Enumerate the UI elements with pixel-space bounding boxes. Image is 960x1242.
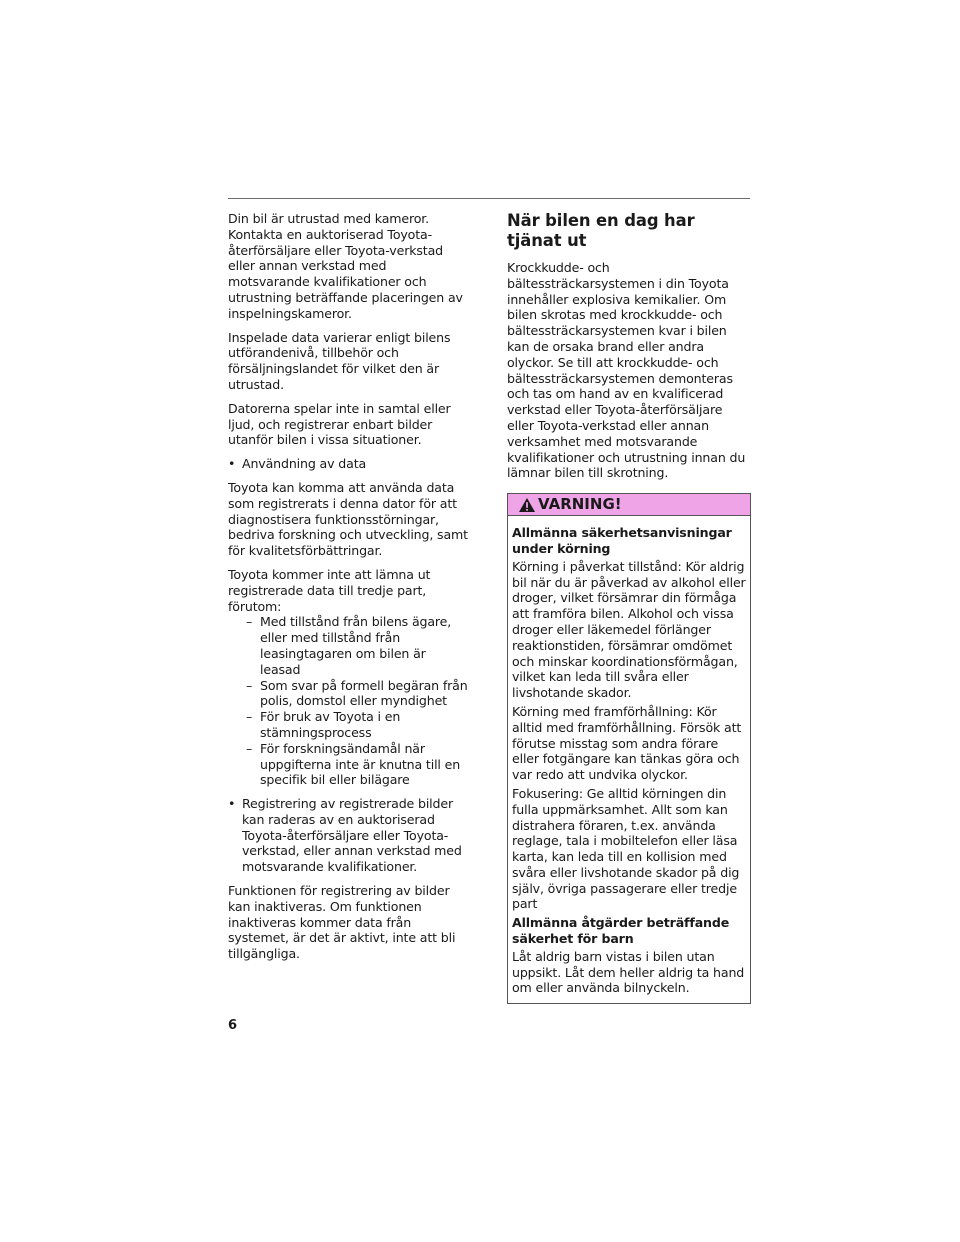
list-item-text: För forskningsändamål när uppgifterna inte är knutna till en specifik bil eller bilägare — [260, 740, 461, 788]
warning-title: VARNING! — [538, 494, 622, 513]
bullet-data-usage — [228, 456, 468, 472]
section-heading: När bilen en dag har tjänat ut — [507, 211, 695, 250]
paragraph-scrapping: Krockkudde- och bältessträckarsystemen i din Toyota innehåller explosiva kemikalier. Om bilen skrotas med krockkudde- och bältessträckarsystemen kvar i bilen kan de orsaka brand eller andra olyckor. Se till att krockkudde- och bältessträckarsystemen demonteras och tas om hand av en kvalificerad verkstad eller Toyota-återförsäljare eller Toyota-verkstad eller annan verksamhet med motsvarande kvalifikationer och utrustning innan du lämnar bilen till skrotning. — [507, 260, 746, 481]
bullet-text: Registrering av registrerade bilder kan raderas av en auktoriserad Toyota-återförsäljare eller Toyota-verkstad, eller annan verkstad med motsvarande kvalifikationer. — [242, 796, 462, 875]
warning-paragraph-defensive: Körning med framförhållning: Kör alltid med framförhållning. Försök att förutse misstag som andra förare eller fotgängare kan tänkas göra och var redo att undvika olyckor. — [512, 703, 742, 783]
list-item — [246, 709, 468, 741]
list-item-text: Som svar på formell begäran från polis, domstol eller myndighet — [260, 677, 468, 709]
left-column — [228, 211, 468, 970]
paragraph-deactivate: Funktionen för registrering av bilder kan inaktiveras. Om funktionen inaktiveras kommer data från systemet, är det är aktivt, inte att bli tillgängliga. — [228, 883, 456, 962]
warning-subheading-children: Allmänna åtgärder beträffande säkerhet för barn — [512, 915, 730, 947]
list-item — [246, 614, 468, 677]
right-column — [507, 211, 751, 1004]
page-number: 6 — [228, 1018, 238, 1033]
dash-mark: – — [246, 677, 253, 693]
dash-list — [246, 614, 468, 788]
list-item-text: Med tillstånd från bilens ägare, eller med tillstånd från leasingtagaren om bilen är leasad — [260, 614, 452, 677]
warning-triangle-icon — [518, 497, 536, 513]
paragraph-toyota-use: Toyota kan komma att använda data som registrerats i denna dator för att diagnostisera funktionsstörningar, bedriva forskning och utveckling, samt för kvalitetsförbättringar. — [228, 479, 468, 559]
bullet-text: Användning av data — [242, 456, 367, 472]
list-item-text: För bruk av Toyota i en stämningsprocess — [260, 709, 401, 740]
paragraph-cameras: Din bil är utrustad med kameror. Kontakta en auktoriserad Toyota-återförsäljare eller Toyota-verkstad eller annan verkstad med motsvarande kvalifikationer och utrustning beträffande placeringen av inspelningskameror. — [228, 211, 463, 321]
warning-subheading-driving: Allmänna säkerhetsanvisningar under körning — [512, 525, 732, 556]
dash-mark: – — [246, 709, 253, 725]
paragraph-recorded-data: Inspelade data varierar enligt bilens utförandenivå, tillbehör och försäljningslandet för vilket den är utrustad. — [228, 329, 451, 392]
dash-mark: – — [246, 740, 253, 756]
warning-paragraph-children: Låt aldrig barn vistas i bilen utan uppsikt. Låt dem heller aldrig ta hand om eller använda bilnyckeln. — [512, 948, 745, 996]
bullet-mark: • — [228, 456, 236, 472]
list-item — [246, 678, 468, 710]
header-rule — [228, 198, 750, 199]
bullet-mark: • — [228, 796, 236, 812]
paragraph-no-audio: Datorerna spelar inte in samtal eller ljud, och registrerar enbart bilder utanför bilen i vissa situationer. — [228, 400, 451, 448]
warning-paragraph-focus: Fokusering: Ge alltid körningen din fulla uppmärksamhet. Allt som kan distrahera föraren, t.ex. använda reglage, tala i mobiltelefon eller läsa karta, kan leda till en kollision med svåra eller livshotande skador på dig själv, övriga passagerare eller tredje part — [512, 785, 740, 912]
dash-mark: – — [246, 614, 253, 630]
warning-header — [508, 494, 750, 516]
list-item — [246, 741, 468, 788]
warning-paragraph-impaired: Körning i påverkat tillstånd: Kör aldrig bil när du är påverkad av alkohol eller droger, vilket försämrar din förmåga att framföra bilen. Alkohol och vissa droger eller läkemedel förlänger reaktionstiden, försämrar omdömet och minskar koordinationsförmågan, vilket kan leda till svåra eller livshotande skador. — [512, 558, 746, 701]
warning-body — [508, 516, 750, 1003]
bullet-erase-images — [228, 796, 468, 875]
paragraph-third-party: Toyota kommer inte att lämna ut registrerade data till tredje part, förutom: — [228, 566, 431, 614]
warning-box — [507, 493, 751, 1004]
